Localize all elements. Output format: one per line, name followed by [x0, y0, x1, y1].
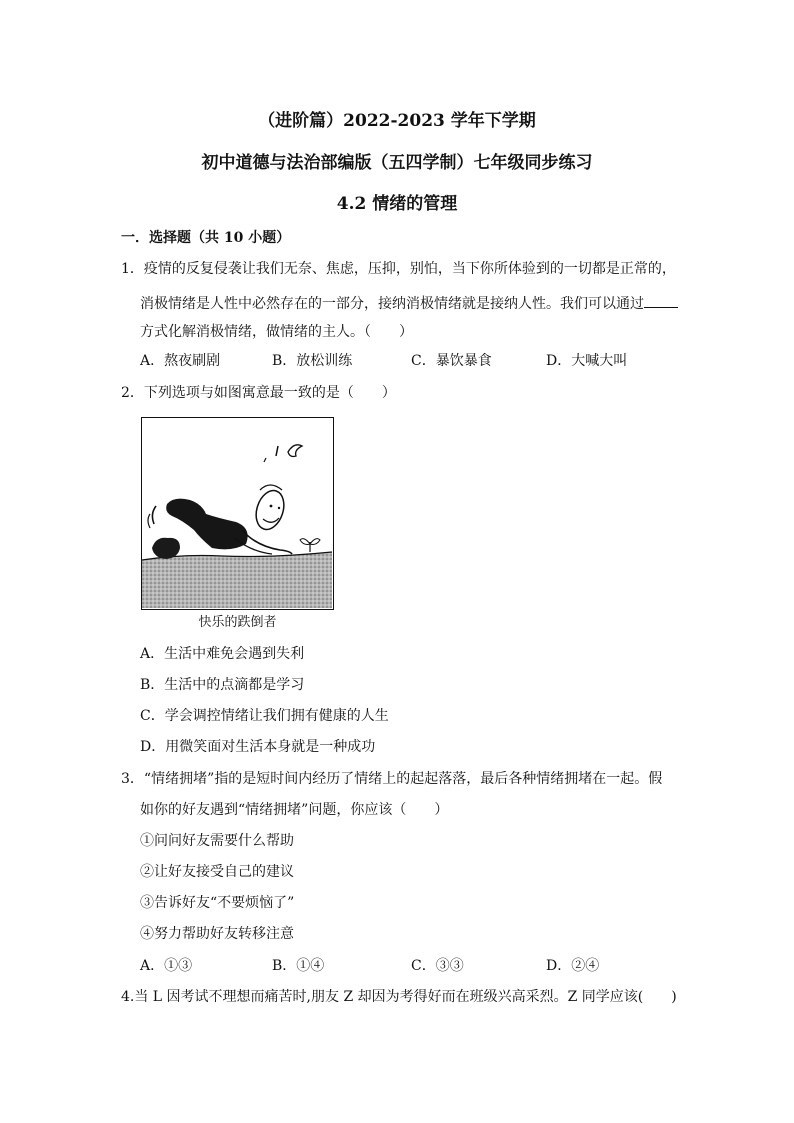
- q1-blank: [644, 293, 678, 308]
- q3-item-4: ④努力帮助好友转移注意: [140, 926, 294, 942]
- q2-option-d: D．用微笑面对生活本身就是一种成功: [140, 739, 376, 755]
- happy-faller-illustration: [142, 418, 332, 608]
- q3-line-2: 如你的好友遇到“情绪拥堵”问题，你应该（ ）: [140, 802, 449, 818]
- q2-option-c: C．学会调控情绪让我们拥有健康的人生: [140, 708, 389, 724]
- header-line-1: （进阶篇）2022-2023 学年下学期: [258, 111, 536, 131]
- q1-line-2: 消极情绪是人性中必然存在的一部分，接纳消极情绪就是接纳人性。我们可以通过: [140, 293, 678, 313]
- q1-option-d: D．大喊大叫: [546, 353, 628, 369]
- q2-stem: 2．下列选项与如图寓意最一致的是（ ）: [121, 385, 396, 401]
- q4-line-1: 4.当 L 因考试不理想而痛苦时,朋友 Z 却因为考得好而在班级兴高采烈。Z 同学应该( ): [121, 989, 677, 1005]
- q1-line-1: 1．疫情的反复侵袭让我们无奈、焦虑，压抑，别怕，当下你所体验到的一切都是正常的，: [121, 261, 676, 277]
- q3-option-b: B．①④: [272, 958, 325, 974]
- q2-figure-caption: 快乐的跌倒者: [198, 615, 277, 630]
- q1-option-c: C．暴饮暴食: [411, 353, 492, 369]
- section-title: 一．选择题（共 10 小题）: [121, 230, 291, 246]
- q3-line-1: 3．“情绪拥堵”指的是短时间内经历了情绪上的起起落落，最后各种情绪拥堵在一起。假: [121, 771, 663, 787]
- q3-item-3: ③告诉好友“不要烦恼了”: [140, 895, 295, 911]
- q2-figure-cartoon: [141, 417, 334, 610]
- q3-option-c: C．③③: [411, 958, 464, 974]
- header-line-2: 初中道德与法治部编版（五四学制）七年级同步练习: [201, 153, 593, 173]
- q1-line-3: 方式化解消极情绪，做情绪的主人。（ ）: [140, 324, 413, 340]
- q3-option-a: A．①③: [140, 958, 193, 974]
- q3-item-1: ①问问好友需要什么帮助: [140, 833, 294, 849]
- header-line-3: 4.2 情绪的管理: [336, 194, 458, 214]
- q1-option-b: B．放松训练: [272, 353, 353, 369]
- q3-item-2: ②让好友接受自己的建议: [140, 864, 294, 880]
- q2-option-a: A．生活中难免会遇到失利: [140, 646, 305, 662]
- q1-option-a: A．熬夜刷剧: [140, 353, 221, 369]
- q3-option-d: D．②④: [546, 958, 600, 974]
- q2-option-b: B．生活中的点滴都是学习: [140, 677, 305, 693]
